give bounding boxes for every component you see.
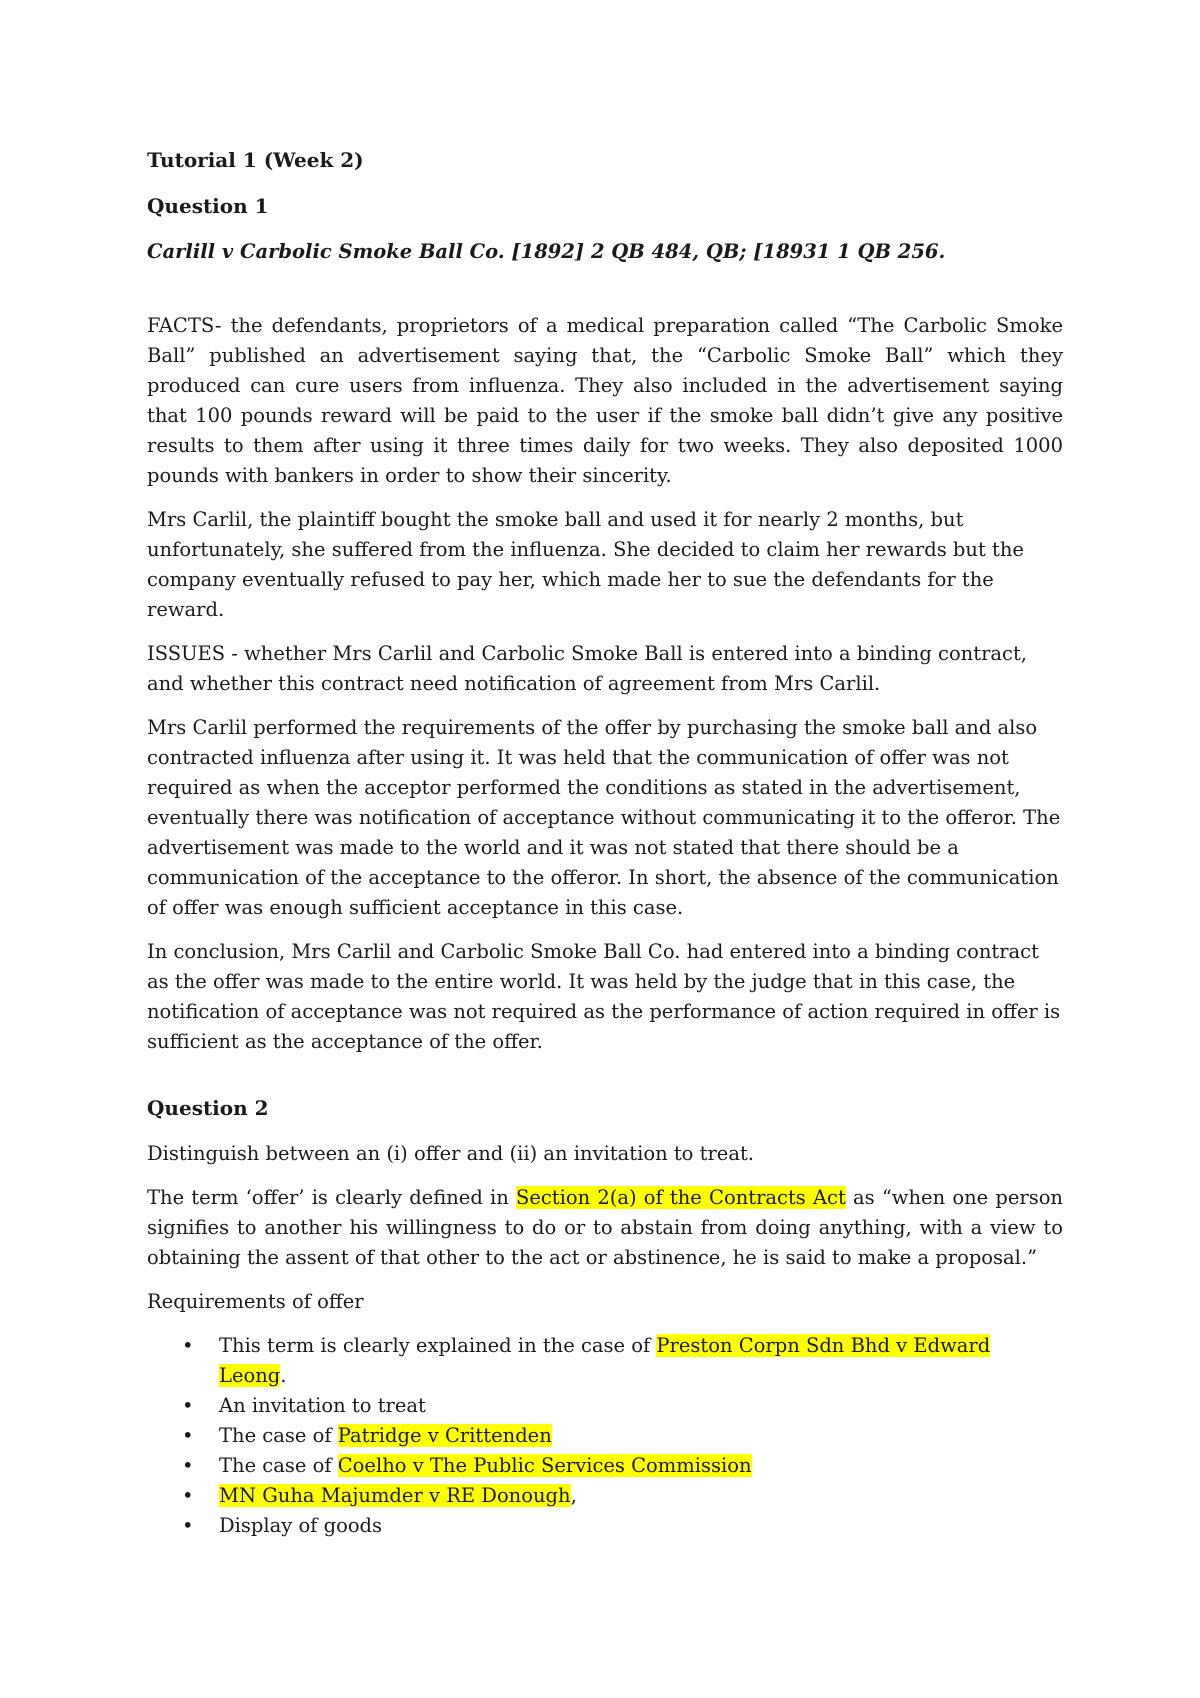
list-item	[182, 1331, 1063, 1391]
list-item-trailing: .	[280, 1364, 287, 1387]
bullet-icon: •	[182, 1334, 194, 1357]
case-name-highlight: MN Guha Majumder v RE Donough	[219, 1484, 571, 1507]
case-name-highlight: Preston Corpn Sdn Bhd v Edward Leong	[219, 1334, 991, 1387]
list-item-text: The case of	[219, 1454, 338, 1477]
list-item	[182, 1391, 1063, 1421]
question-2-heading: Question 2	[147, 1096, 269, 1120]
conclusion-paragraph: In conclusion, Mrs Carlil and Carbolic Smoke Ball Co. had entered into a binding contract as the offer was made to the entire world. It was held by the judge that in this case, the notification of acceptance was not required as the performance of action required in offer is sufficient as the acceptance of the offer.	[147, 940, 1061, 1053]
list-item-text: An invitation to treat	[219, 1394, 426, 1417]
case-name-highlight: Coelho v The Public Services Commission	[337, 1454, 752, 1477]
definition-text-after: as “when one person signifies to another his willingness to do or to abstain from doing anything, with a view to obtaining the assent of that other to the act or abstinence, he is said to make a proposal.”	[147, 1186, 1063, 1269]
requirements-label: Requirements of offer	[147, 1290, 364, 1313]
bullet-icon: •	[182, 1484, 194, 1507]
list-item-text: The case of	[219, 1424, 338, 1447]
offer-definition-paragraph	[147, 1183, 1063, 1273]
contracts-act-highlight: Section 2(a) of the Contracts Act	[515, 1186, 846, 1209]
list-item	[182, 1481, 1063, 1511]
list-item-trailing: ,	[570, 1484, 577, 1507]
question-2-prompt: Distinguish between an (i) offer and (ii) an invitation to treat.	[147, 1142, 754, 1165]
holding-paragraph: Mrs Carlil performed the requirements of the offer by purchasing the smoke ball and also contracted influenza after using it. It was held that the communication of offer was not required as when the acceptor performed the conditions as stated in the advertisement, eventually there was notification of acceptance without communicating it to the offeror. The advertisement was made to the world and it was not stated that there should be a communication of the acceptance to the offeror. In short, the absence of the communication of offer was enough sufficient acceptance in this case.	[147, 716, 1061, 919]
plaintiff-paragraph: Mrs Carlil, the plaintiff bought the smoke ball and used it for nearly 2 months, but unfortunately, she suffered from the influenza. She decided to claim her rewards but the company eventually refused to pay her, which made her to sue the defendants for the reward.	[147, 508, 1024, 621]
bullet-icon: •	[182, 1394, 194, 1417]
case-citation: Carlill v Carbolic Smoke Ball Co. [1892] 2 QB 484, QB; [18931 1 QB 256.	[147, 240, 946, 263]
bullet-icon: •	[182, 1514, 194, 1537]
document-body	[147, 145, 1063, 1541]
bullet-icon: •	[182, 1454, 194, 1477]
list-item	[182, 1511, 1063, 1541]
list-item-text: This term is clearly explained in the case of	[219, 1334, 657, 1357]
issues-paragraph: ISSUES - whether Mrs Carlil and Carbolic Smoke Ball is entered into a binding contract, and whether this contract need notification of agreement from Mrs Carlil.	[147, 642, 1027, 695]
requirements-list	[147, 1331, 1063, 1541]
bullet-icon: •	[182, 1424, 194, 1447]
list-item-text: Display of goods	[219, 1514, 383, 1537]
case-name-highlight: Patridge v Crittenden	[337, 1424, 552, 1447]
list-item	[182, 1421, 1063, 1451]
list-item	[182, 1451, 1063, 1481]
definition-text-before: The term ‘offer’ is clearly defined in	[147, 1186, 516, 1209]
question-1-heading: Question 1	[147, 194, 269, 218]
tutorial-heading: Tutorial 1 (Week 2)	[147, 148, 364, 172]
facts-paragraph: FACTS- the defendants, proprietors of a medical preparation called “The Carbolic Smoke Ball” published an advertisement saying that, the “Carbolic Smoke Ball” which they produced can cure users from influenza. They also included in the advertisement saying that 100 pounds reward will be paid to the user if the smoke ball didn’t give any positive results to them after using it three times daily for two weeks. They also deposited 1000 pounds with bankers in order to show their sincerity.	[147, 314, 1063, 487]
